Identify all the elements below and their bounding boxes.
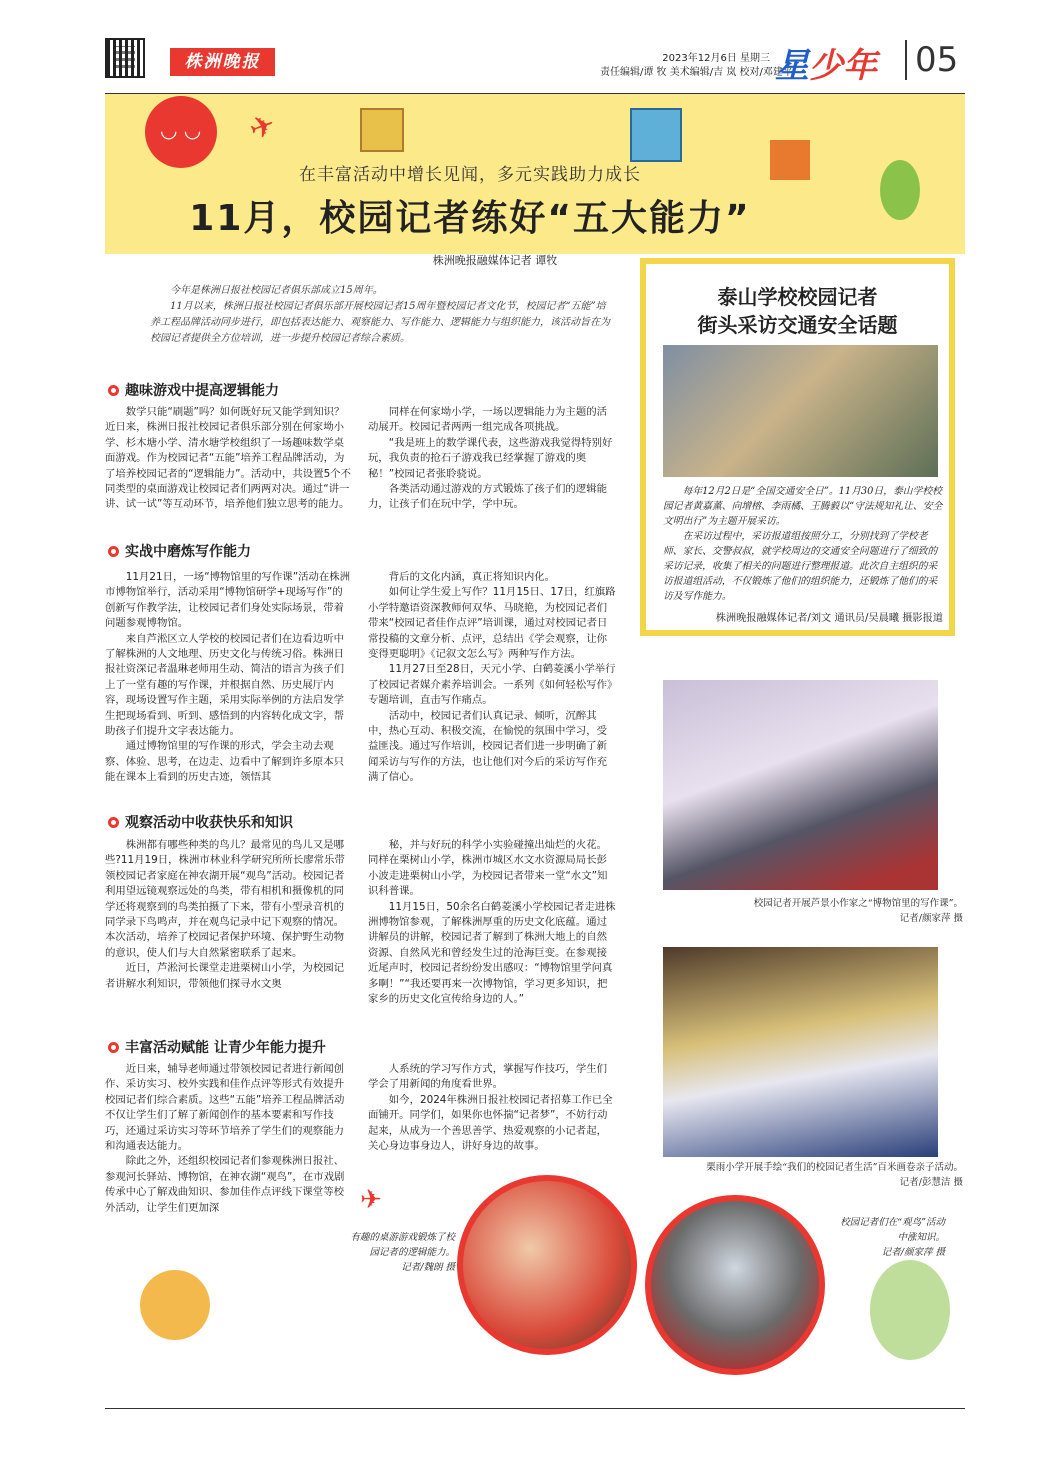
qr-code <box>105 38 145 78</box>
section-column: 11月21日，一场“博物馆里的写作课”活动在株洲市博物馆举行，活动采用“博物馆研学+现场写作”的创新写作教学法，让校园记者们身处实际场景，带着问题参观博物馆。 来自芦淞区立人学校的校园记者们在边看边听中了解株洲的人文地理、历史文化与传统习俗。株洲日报社资深记者温琳老师用生动、简洁的语言为孩子们上了一堂有趣的写作课，并根据自然、历史展厅内容，现场设置写作主题，采用实际举例的方法启发学生把现场看到、听到、感悟到的内容转化成文字，帮助孩子们提升文字表达能力。 通过博物馆里的写作课的形式，学会主动去观察、体验、思考，在边走、边看中了解到许多原本只能在课本上看到的历史古迹，领悟其 <box>105 571 351 784</box>
article-kicker: 在丰富活动中增长见闻，多元实践助力成长 <box>299 165 641 185</box>
section-heading: 丰富活动赋能 让青少年能力提升 <box>108 1037 326 1057</box>
section-column: 近日来，辅导老师通过带领校园记者进行新闻创作、采访实习、校外实践和佳作点评等形式有效提升校园记者们综合素质。这些“五能”培养工程品牌活动不仅让学生们了解了新闻创作的基本要素和写作技巧，还通过采访实习等环节培养了学生们的观察能力和沟通表达能力。 除此之外，还组织校园记者们参观株洲日报社、参观河长驿站、博物馆，在神农湖“观鸟”，在市戏剧传承中心了解戏曲知识、参加佳作点评线下课堂等校外活动，让学生们更加深 <box>105 1063 345 1214</box>
page-number: 05 <box>905 40 977 80</box>
section-column: 同样在何家坳小学，一场以逻辑能力为主题的活动展开。校园记者两两一组完成各项挑战。 “我是班上的数学课代表，这些游戏我觉得特别好玩，我负责的抢石子游戏我已经掌握了游戏的奥秘！”校园记者张聆骁说。 各类活动通过游戏的方式锻炼了孩子们的逻辑能力，让孩子们在玩中学，学中玩。 <box>368 406 613 511</box>
painting-caption: 栗雨小学开展手绘“我们的校园记者生活”百米画卷亲子活动。 记者/彭慧洁 摄 <box>706 1162 963 1188</box>
section-brand: 星少年 <box>775 46 877 86</box>
kite-illustration <box>140 1270 210 1340</box>
museum-photo <box>663 680 938 890</box>
circle-bullet-icon <box>108 385 119 396</box>
sidebar-photo <box>663 345 938 477</box>
tree-illustration <box>880 160 920 220</box>
section-column: 背后的文化内涵，真正将知识内化。 如何让学生爱上写作？11月15日、17日，红旗路小学特邀语资深教师何双华、马晓艳，为校园记者们带来“校园记者佳作点评”培训课，通过对校园记者日常投稿的文章分析、点评，总结出《学会观察，让你变得更聪明》《记叙文怎么写》两种写作方法。 11月27日至28日，天元小学、白鹤菱溪小学举行了校园记者媒介素养培训会。一系列《如何轻松写作》专题培训，直击写作痛点。 活动中，校园记者们认真记录、倾听，沉醉其中，热心互动、积极交流，在愉悦的氛围中学习，受益匪浅。通过写作培训，校园记者们进一步明确了新闻采访与写作的方法，也让他们对今后的采访写作充满了信心。 <box>368 571 616 784</box>
circle-bullet-icon <box>108 817 119 828</box>
section-column: 秘，并与好玩的科学小实验碰撞出灿烂的火花。同样在栗树山小学，株洲市城区水文水资源局局长彭小波走进栗树山小学，为校园记者带来一堂“水文”知识科普课。 11月15日，50余名白鹤菱溪小学校园记者走进株洲博物馆参观，了解株洲厚重的历史文化底蕴。通过讲解员的讲解，校园记者了解到了株洲大地上的自然资源、自然风光和曾经发生过的沧海巨变。在参观接近尾声时，校园记者纷纷发出感叹：“博物馆里学问真多啊！”“我还要再来一次博物馆，学习更多知识，把家乡的历史文化宣传给身边的人。” <box>368 839 616 1006</box>
circle-bullet-icon <box>108 1042 119 1053</box>
masthead-logo: 株洲晚报 <box>170 48 275 76</box>
section-heading: 实战中磨炼写作能力 <box>108 541 251 561</box>
editor-credits: 责任编辑/谭 牧 美术编辑/吉 岚 校对/邓建平 <box>600 67 793 78</box>
games-caption: 有趣的桌游游戏锻炼了校园记者的逻辑能力。 记者/魏朗 摄 <box>350 1232 455 1273</box>
article-headline: 11月，校园记者练好“五大能力” <box>189 198 751 239</box>
section-heading: 趣味游戏中提高逻辑能力 <box>108 380 279 400</box>
issue-date: 2023年12月6日 星期三 <box>662 53 770 64</box>
tree-illustration <box>870 1260 950 1360</box>
painting-photo <box>663 947 938 1157</box>
dateline <box>600 52 793 80</box>
games-photo <box>457 1175 637 1355</box>
bird-icon: ✈ <box>360 1185 382 1215</box>
house-illustration <box>770 140 810 180</box>
footer-rule <box>105 1408 965 1409</box>
birdwatching-caption: 校园记者们在“观鸟”活动中涨知识。 记者/颜家萍 摄 <box>840 1217 945 1258</box>
section-column: 人系统的学习写作方式，掌握写作技巧，学生们学会了用新闻的角度看世界。 如今，2024年株洲日报社校园记者招募工作已全面铺开。同学们，如果你也怀揣“记者梦”，不妨行动起来，从成为一个善思善学、热爱观察的小记者起，关心身边事身边人，讲好身边的故事。 <box>368 1063 613 1153</box>
bird-icon: ✈ <box>244 106 281 149</box>
museum-caption: 校园记者开展芦景小作家之“博物馆里的写作课”。 记者/颜家萍 摄 <box>753 898 963 924</box>
section-heading: 观察活动中收获快乐和知识 <box>108 812 293 832</box>
sidebar-body: 每年12月2日是“全国交通安全日”。11月30日，泰山学校校园记者黄嘉薰、向增榕、李雨橘、王腾毅以“守法规知礼让、安全文明出行”为主题开展采访。 在采访过程中，采访报道组按照分工，分别找到了学校老师、家长、交警叔叔，就学校周边的交通安全问题进行了细致的采访记录，收集了相关的问题进行整理报道。此次自主组织的采访报道组活动，不仅锻炼了他们的组织能力，还锻炼了他们的采访及写作能力。 <box>663 486 943 602</box>
sidebar-credit: 株洲晚报融媒体记者/刘文 通讯员/吴晨曦 摄影报道 <box>715 613 943 624</box>
circle-bullet-icon <box>108 546 119 557</box>
sun-face-icon: ◡ ◡ <box>160 118 202 142</box>
house-illustration <box>360 108 404 152</box>
section-column: 株洲都有哪些种类的鸟儿？最常见的鸟儿又是哪些?11月19日，株洲市林业科学研究所所长廖常乐带领校园记者家庭在神农湖开展“观鸟”活动。校园记者利用望远镜观察远处的鸟类，带有相机和摄像机的同学还将观察到的鸟类拍摄了下来，带有小型录音机的同学录下鸟鸣声，并在观鸟记录中记下观察的情况。本次活动，培养了校园记者保护环境、保护野生动物的意识，使人们与大自然紧密联系了起来。 近日，芦淞河长课堂走进栗树山小学，为校园记者讲解水利知识，带领他们探寻水文奥 <box>105 839 345 990</box>
article-intro: 今年是株洲日报社校园记者俱乐部成立15周年。 11月以来，株洲日报社校园记者俱乐部开展校园记者15周年暨校园记者文化节，校园记者“五能”培养工程品牌活动同步进行，即包括表达能力、观察能力、写作能力、逻辑能力与组织能力，该活动旨在为校园记者提供全方位培训，进一步提升校园记者综合素质。 <box>150 285 610 344</box>
sidebar-title: 泰山学校校园记者 街头采访交通安全话题 <box>697 285 898 337</box>
house-illustration <box>630 108 682 162</box>
article-byline: 株洲晚报融媒体记者 谭牧 <box>432 254 558 267</box>
section-column: 数学只能“刷题”吗？如何既好玩又能学到知识？近日来，株洲日报社校园记者俱乐部分别在何家坳小学、杉木塘小学、清水塘学校组织了一场趣味数学桌面游戏。作为校园记者“五能”培养工程品牌活动，为了培养校园记者的“逻辑能力”。活动中，共设置5个不同类型的桌面游戏让校园记者们两两对决。通过“讲一讲、试一试”等互动环节，培养他们独立思考的能力。 <box>105 406 351 511</box>
birdwatching-photo <box>645 1195 825 1375</box>
